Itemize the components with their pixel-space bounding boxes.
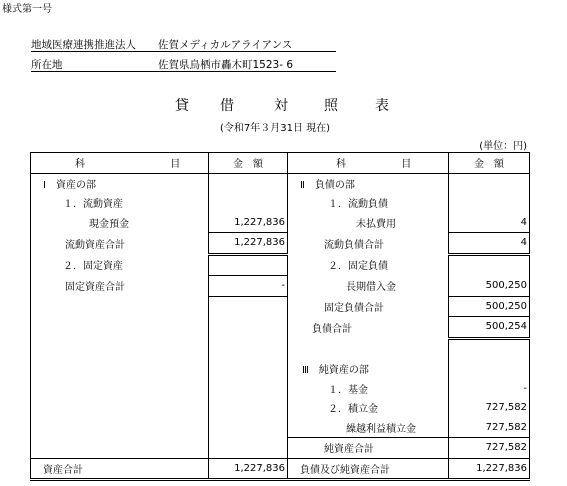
header-left-item: 科 目 (31, 153, 209, 174)
total-liabilities-equity-label: 負債及び純資産合計 (288, 458, 449, 480)
table-row: ２．固定資産 ２．固定負債 (31, 254, 530, 276)
title-char-4: 照 (324, 98, 338, 114)
table-row: 固定負債合計 500,250 (31, 296, 530, 317)
document-title (0, 95, 567, 113)
table-row: Ⅰ 資産の部 Ⅱ 負債の部 (31, 173, 530, 193)
org-label: 地域医療連携推進法人 (31, 39, 136, 51)
table-row: 固定資産合計 - 長期借入金 500,250 (31, 276, 530, 297)
title-char-1: 貸 (175, 98, 189, 114)
balance-sheet-table (30, 152, 530, 481)
header-left-amount: 金 額 (209, 153, 288, 174)
table-row: ２．積立金 727,582 (31, 398, 530, 418)
table-row (31, 338, 530, 359)
table-row: １．流動資産 １．流動負債 (31, 193, 530, 213)
org-row (31, 37, 336, 52)
total-liabilities-equity-value: 1,227,836 (449, 458, 530, 480)
title-char-2: 借 (220, 98, 234, 114)
table-row: 流動資産合計 1,227,836 流動負債合計 4 (31, 233, 530, 255)
total-assets-value: 1,227,836 (209, 458, 288, 480)
table-row: 純資産合計 727,582 (31, 438, 530, 459)
address-row (31, 57, 336, 72)
table-row: 負債合計 500,254 (31, 317, 530, 339)
org-name: 佐賀メディカルアライアンス (158, 39, 293, 51)
title-char-5: 表 (375, 98, 389, 114)
as-of-date: (令和7年３月31日 現在) (220, 123, 331, 134)
table-row: 繰越利益積立金 727,582 (31, 418, 530, 438)
address-label: 所在地 (31, 59, 63, 71)
table-row: １．基金 - (31, 379, 530, 399)
header-right-amount: 金 額 (449, 153, 530, 174)
header-right-item: 科 目 (288, 153, 449, 174)
totals-row (31, 458, 530, 480)
form-number: 様式第一号 (2, 4, 52, 15)
total-assets-label: 資産合計 (31, 458, 209, 480)
unit-label: (単位：円) (479, 141, 527, 152)
title-char-3: 対 (274, 98, 288, 114)
table-row: Ⅲ 純資産の部 (31, 359, 530, 379)
table-row: 現金預金 1,227,836 未払費用 4 (31, 213, 530, 233)
table-header (31, 153, 530, 174)
address-value: 佐賀県鳥栖市轟木町1523- 6 (158, 59, 294, 71)
